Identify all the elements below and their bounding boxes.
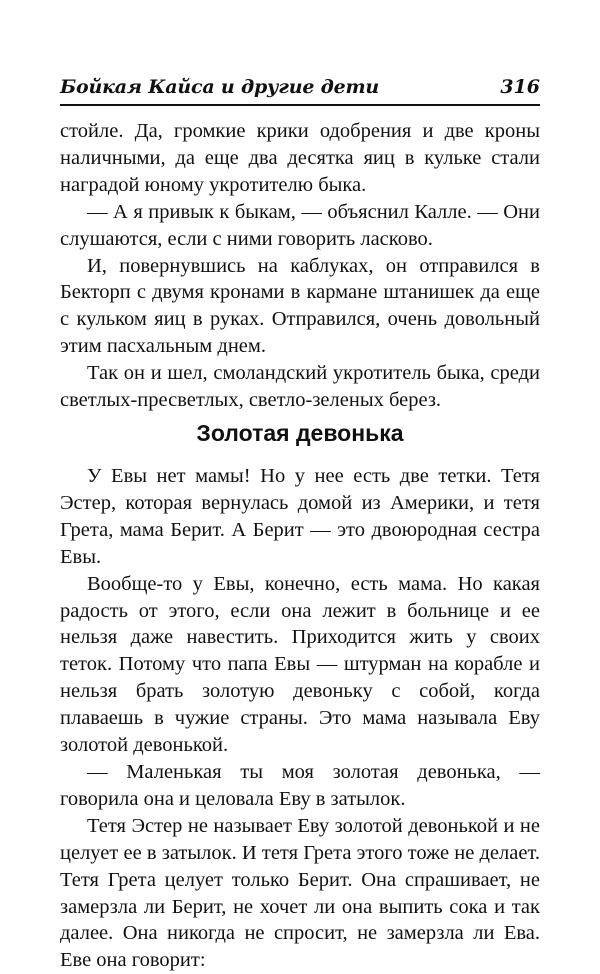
paragraph: Так он и шел, смоландский укротитель быка, среди светлых-пресветлых, светло-зеленых берез. <box>60 362 540 412</box>
book-title: Бойкая Кайса и другие дети <box>60 76 380 98</box>
header-rule <box>60 104 540 106</box>
body-text-before-chapter <box>60 118 540 414</box>
paragraph: И, повернувшись на каблуках, он отправился в Бекторп с двумя кронами в кармане штанишек да еще с кульком яиц в руках. Отправился, очень довольный этим пасхальным днем. <box>60 254 540 358</box>
running-head <box>60 74 540 100</box>
body-text-chapter <box>60 463 540 974</box>
paragraph: Тетя Эстер не называет Еву золотой девонькой и не целует ее в затылок. И тетя Грета этого тоже не делает. Тетя Грета целует только Берит. Она спрашивает, не замерзла ли Берит, не хочет ли она выпить сока и так далее. Она никогда не спросит, не замерзла ли Ева. Еве она говорит: <box>60 814 540 972</box>
page-number: 316 <box>500 76 540 98</box>
paragraph: — А я привык к быкам, — объяснил Калле. — Они слушаются, если с ними говорить ласково. <box>60 200 540 250</box>
paragraph: стойле. Да, громкие крики одобрения и две кроны наличными, да еще два десятка яиц в кульке стали наградой юному укротителю быка. <box>60 120 540 196</box>
paragraph: У Евы нет мамы! Но у нее есть две тетки. Тетя Эстер, которая вернулась домой из Америки, и тетя Грета, мама Берит. А Берит — это двоюродная сестра Евы. <box>60 465 540 568</box>
chapter-title: Золотая девонька <box>196 420 404 446</box>
paragraph: — Маленькая ты моя золотая девонька, — говорила она и целовала Еву в затылок. <box>60 760 540 810</box>
paragraph: Вообще-то у Евы, конечно, есть мама. Но какая радость от этого, если она лежит в больнице и ее нельзя даже навестить. Приходится жить у своих теток. Потому что папа Евы — штурман на корабле и нельзя брать золотую девоньку с собой, когда плаваешь в чужие страны. Это мама называла Еву золотой девонькой. <box>60 572 540 757</box>
